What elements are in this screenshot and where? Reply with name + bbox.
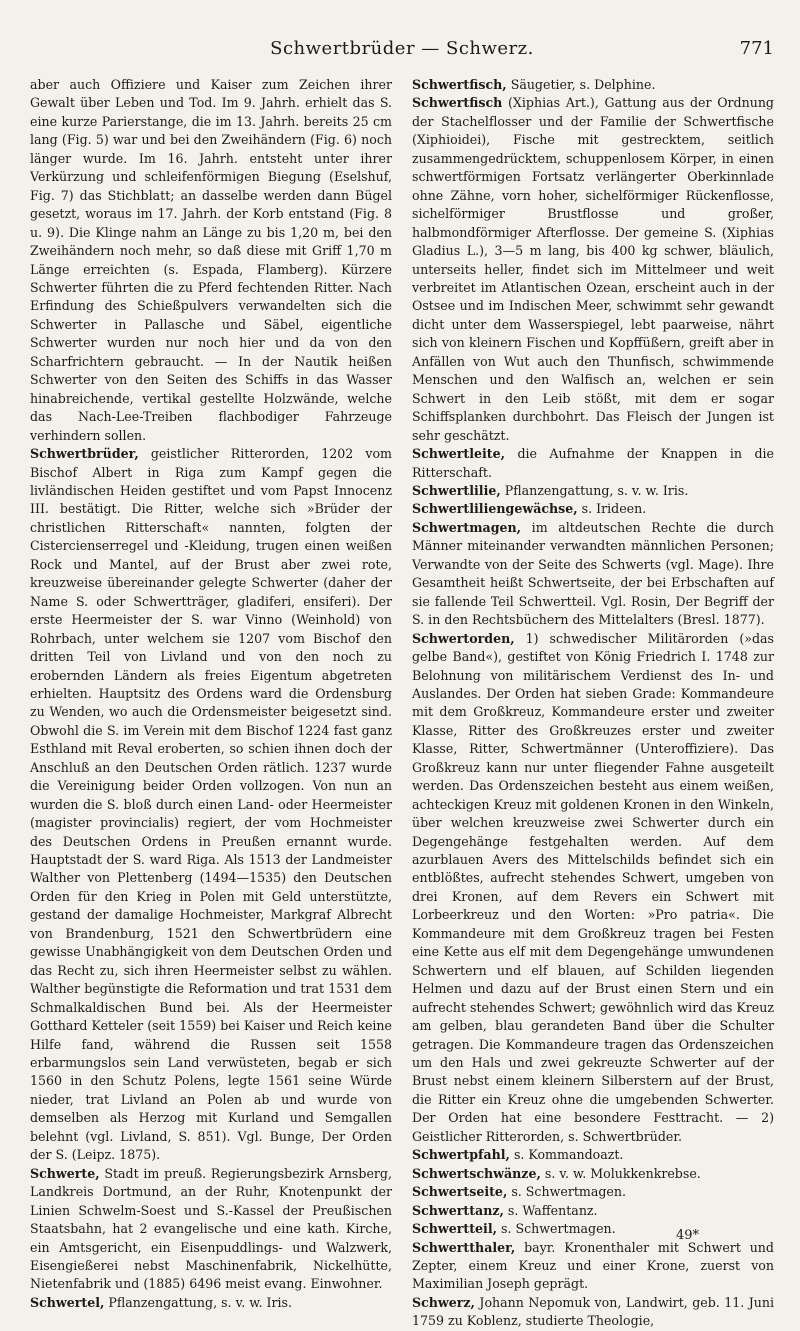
entry-text: die Aufnahme der Knappen in die Ritterschaft. [412,446,774,480]
entry-schwertthaler [412,1239,774,1294]
entry-schwertbrueder [30,445,392,1165]
left-column [30,76,392,1312]
entry-text: 1) schwedischer Militärorden (»das gelbe Band«), gestiftet von König Friedrich I. 1748 zur Belohnung von militärischem Verdienst des In- und Auslandes. Der Orden hat sieben Grade: Kommandeure mit dem Großkreuz, Kommandeure erster und zweiter Klasse, Ritter des Großkreuzes erster und zweiter Klasse, Ritter, Schwertmänner (Unteroffiziere). Das Großkreuz kann nur unter fliegender Fahne ausgeteilt werden. Das Ordenszeichen besteht aus einem weißen, achteckigen Kreuz mit goldenen Kronen in den Winkeln, über welchen kreuzweise zwei Schwerter durch ein Degengehänge festgehalten werden. Auf dem azurblauen Avers des Mittelschilds befindet sich ein entblößtes, aufrecht stehendes Schwert, umgeben von drei Kronen, auf dem Revers ein Schwert mit Lorbeerkreuz und den Worten: »Pro patria«. Die Kommandeure mit dem Großkreuz tragen bei Festen eine Kette aus elf mit dem Degengehänge umwundenen Schwertern und elf blauen, auf Schilden liegenden Helmen und dazu auf der Brust einen Stern und ein aufrecht stehendes Schwert; gewöhnlich wird das Kreuz am gelben, blau gerandeten Band über die Schulter getragen. Die Kommandeure tragen das Ordenszeichen um den Hals und zwei gekreuzte Schwerter auf der Brust nebst einem kleinern Silberstern auf der Brust, die Ritter ein Kreuz ohne die umgebenden Schwerter. Der Orden hat eine besondere Festtracht. — 2) Geistlicher Ritterorden, s. Schwertbrüder. [412,630,774,1144]
entry-headword: Schwertleite, [412,446,506,462]
entry-schwerz [412,1294,774,1331]
entry-headword: Schwertteil, [412,1221,498,1237]
entry-schwertorden [412,630,774,1147]
entry-text: bayr. Kronenthaler mit Schwert und Zepter, einem Kreuz und einer Krone, zuerst von Maximilian Joseph geprägt. [412,1239,774,1292]
entry-text: Johann Nepomuk von, Landwirt, geb. 11. Juni 1759 zu Koblenz, studierte Theologie, [412,1294,774,1329]
entry-headword: Schwertbrüder, [30,446,139,462]
entry-schwertfisch-2 [412,94,774,445]
signature-mark: 49* [676,1228,700,1243]
entry-schwertfisch-1 [412,76,774,94]
entry-schwertleite [412,445,774,482]
entry-schwertteil [412,1220,774,1238]
entry-headword: Schwertthaler, [412,1239,516,1255]
entry-headword: Schwerttanz, [412,1202,504,1218]
entry-headword: Schwertpfahl, [412,1147,510,1163]
entry-headword: Schwerz, [412,1294,475,1310]
entry-schwertliliengewaechse [412,500,774,518]
right-column [412,76,774,1331]
entry-text: im altdeutschen Rechte die durch Männer miteinander verwandten männlichen Personen; Verwandte von der Seite des Schwerts (vgl. Mage). Ihre Gesamtheit heißt Schwertseite, der bei Erbschaften auf sie fallende Teil Schwertteil. Vgl. Rosin, Der Begriff der S. in den Rechtsbüchern des Mittelalters (Bresl. 1877). [412,519,774,628]
entry-text: s. Kommandoazt. [509,1147,624,1163]
entry-headword: Schwertmagen, [412,519,522,535]
page-header [30,38,774,68]
entry-headword: Schwertlilie, [412,482,501,498]
entry-schwertlilie [412,482,774,500]
entry-text: s. v. w. Molukkenkrebse. [540,1165,701,1181]
entry-text: geistlicher Ritterorden, 1202 vom Bischof Albert in Riga zum Kampf gegen die livländischen Heiden gestiftet und vom Papst Innocenz III. bestätigt. Die Ritter, welche sich »Brüder der christlichen Ritterschaft« nannten, folgten der Cistercienserregel und -Kleidung, trugen einen weißen Rock und Mantel, auf der Brust aber zwei rote, kreuzweise übereinander gelegte Schwerter (daher der Name S. oder Schwertträger, gladiferi, ensiferi). Der erste Heermeister der S. war Vinno (Weinhold) von Rohrbach, unter welchem sie 1207 vom Bischof den dritten Teil von Livland und von den noch zu erobernden Ländern als freies Eigentum abgetreten erhielten. Hauptsitz des Ordens ward die Ordensburg zu Wenden, wo auch die Ordensmeister beigesetzt sind. Obwohl die S. im Verein mit dem Bischof 1224 fast ganz Esthland mit Reval eroberten, so schien ihnen doch der Anschluß an den Deutschen Orden rätlich. 1237 wurde die Vereinigung beider Orden vollzogen. Von nun an wurden die S. bloß durch einen Land- oder Heermeister (magister provincialis) regiert, der vom Hochmeister des Deutschen Ordens in Preußen ernannt wurde. Hauptstadt der S. ward Riga. Als 1513 der Landmeister Walther von Plettenberg (1494—1535) den Deutschen Orden für den Krieg in Polen mit Geld unterstützte, gestand der damalige Hochmeister, Markgraf Albrecht von Brandenburg, 1521 den Schwertbrüdern eine gewisse Unabhängigkeit von dem Deutschen Orden und das Recht zu, sich ihren Heermeister selbst zu wählen. Walther begünstigte die Reformation und trat 1531 dem Schmalkaldischen Bund bei. Als der Heermeister Gotthard Ketteler (seit 1559) bei Kaiser und Reich keine Hilfe fand, während die Russen seit 1558 erbarmungslos sein Land verwüsteten, begab er sich 1560 in den Schutz Polens, legte 1561 seine Würde nieder, trat Livland an Polen ab und wurde von demselben als Herzog mit Kurland und Semgallen belehnt (vgl. Livland, S. 851). Vgl. Bunge, Der Orden der S. (Leipz. 1875). [30,446,392,1163]
entry-text: Säugetier, s. Delphine. [506,77,656,92]
entry-headword: Schwertliliengewächse, [412,501,578,517]
entry-text: Stadt im preuß. Regierungsbezirk Arnsberg, Landkreis Dortmund, an der Ruhr, Knotenpunkt der Linien Schwelm-Soest und S.-Kassel der Preußischen Staatsbahn, hat 2 evangelische und eine kath. Kirche, ein Amtsgericht, ein Eisenpuddlings- und Walzwerk, Eisengießerei nebst Maschinenfabrik, Nickelhütte, Nietenfabrik und (1885) 6496 meist evang. Einwohner. [30,1165,392,1292]
entry-text: s. Schwertmagen. [507,1184,626,1200]
entry-headword: Schwerte, [30,1165,100,1181]
entry-schwertseite [412,1183,774,1201]
entry-schwertschwaenze [412,1165,774,1183]
entry-text: Pflanzengattung, s. v. w. Iris. [500,482,689,498]
entry-text: s. Schwertmagen. [497,1221,616,1237]
entry-schwertpfahl [412,1146,774,1164]
entry-headword: Schwertorden, [412,630,515,646]
entry-text: s. Waffentanz. [503,1202,598,1218]
entry-headword: Schwertfisch [412,95,503,111]
running-title: Schwertbrüder — Schwerz. [270,38,534,59]
entry-headword: Schwertel, [30,1294,105,1310]
entry-headword: Schwertseite, [412,1184,508,1200]
entry-schwertmagen [412,519,774,630]
entry-text: s. Irideen. [577,501,647,517]
entry-text: Pflanzengattung, s. v. w. Iris. [104,1294,292,1310]
entry-headword: Schwertschwänze, [412,1165,541,1181]
entry-schwertel [30,1294,392,1312]
page-number: 771 [739,38,774,59]
entry-text: aber auch Offiziere und Kaiser zum Zeichen ihrer Gewalt über Leben und Tod. Im 9. Jahrh. erhielt das S. eine kurze Parierstange, die im 13. Jahrh. bereits 25 cm lang (Fig. 5) war und bei den Zweihändern (Fig. 6) noch länger wurde. Im 16. Jahrh. entsteht unter ihrer Verkürzung und schleifenförmigen Biegung (Eselshuf, Fig. 7) das Stichblatt; an dasselbe werden dann Bügel gesetzt, woraus im 17. Jahrh. der Korb entstand (Fig. 8 u. 9). Die Klinge nahm an Länge zu bis 1,20 m, bei den Zweihändern noch mehr, so daß diese mit Griff 1,70 m Länge erreichten (s. Espada, Flamberg). Kürzere Schwerter führten die zu Pferd fechtenden Ritter. Nach Erfindung des Schießpulvers verwandelten sich die Schwerter in Pallasche und Säbel, eigentliche Schwerter wurden nur noch hier und da von den Scharfrichtern gebraucht. — In der Nautik heißen Schwerter von den Seiten des Schiffs in das Wasser hinabreichende, vertikal gestellte Holzwände, welche das Nach-Lee-Treiben flachbodiger Fahrzeuge verhindern sollen. [30,77,392,443]
entry-text: (Xiphias Art.), Gattung aus der Ordnung der Stachelflosser und der Familie der Schwertfische (Xiphioidei), Fische mit gestrecktem, seitlich zusammengedrücktem, schuppenlosem Körper, in einen schwertförmigen Fortsatz verlängerter Oberkinnlade ohne Zähne, vorn hoher, sichelförmiger Rückenflosse, sichelförmiger Brustflosse und großer, halbmondförmiger Afterflosse. Der gemeine S. (Xiphias Gladius L.), 3—5 m lang, bis 400 kg schwer, bläulich, unterseits heller, findet sich im Mittelmeer und weit verbreitet im Atlantischen Ozean, erscheint auch in der Ostsee und im Indischen Meer, schwimmt sehr gewandt dicht unter dem Wasserspiegel, lebt paarweise, nährt sich von kleinern Fischen und Kopffüßern, greift aber in Anfällen von Wut auch den Thunfisch, schwimmende Menschen und den Walfisch an, welchen er sein Schwert in den Leib stößt, mit dem er sogar Schiffsplanken durchbohrt. Das Fleisch der Jungen ist sehr geschätzt. [412,95,774,443]
entry-schwerttanz [412,1202,774,1220]
entry-headword: Schwertfisch, [412,77,507,92]
entry-continuation [30,76,392,445]
